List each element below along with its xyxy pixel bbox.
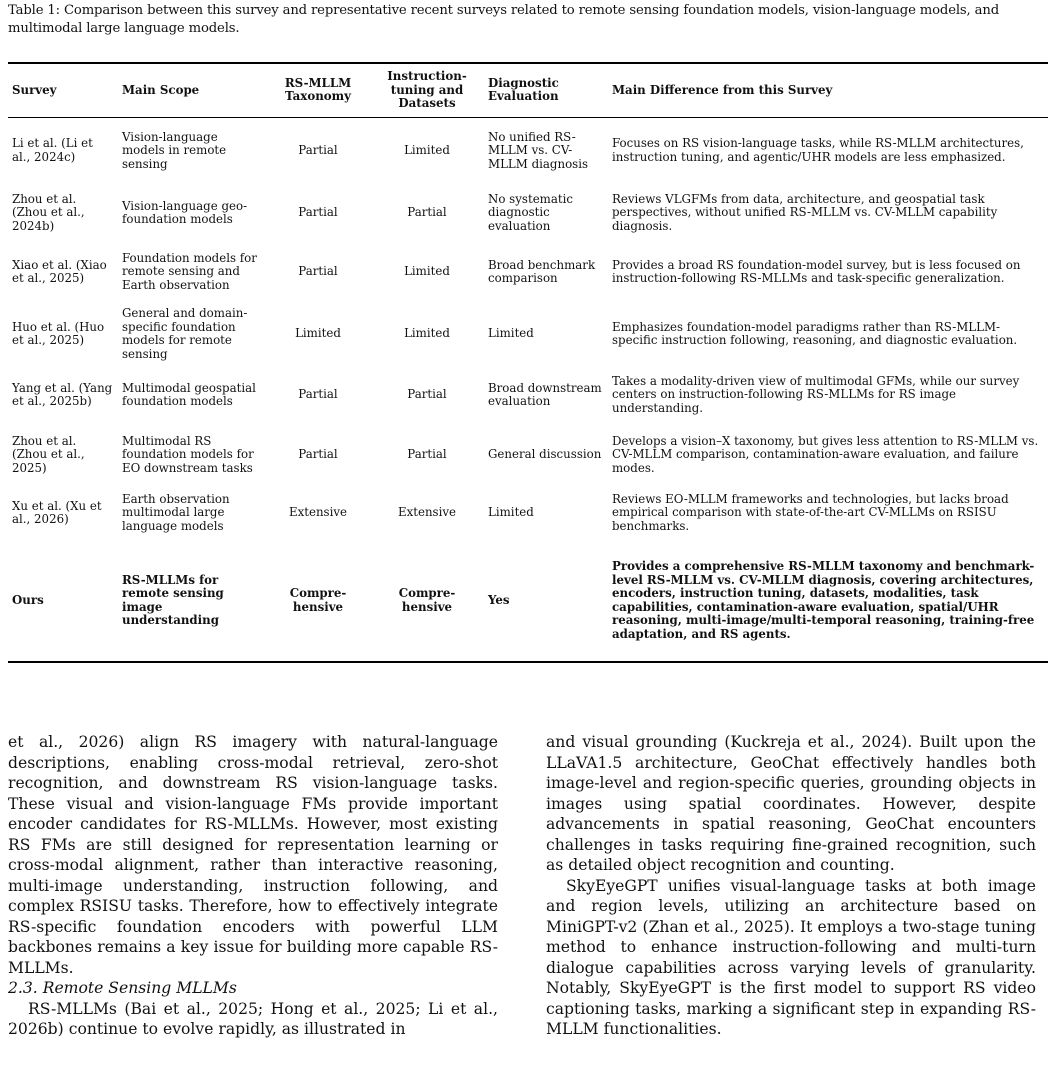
cell-diagnostic: General discussion <box>488 447 602 462</box>
cell-scope: RS-MLLMs for remote sensing image understanding <box>118 540 266 662</box>
cell-difference: Develops a vision–X taxonomy, but gives less attention to RS-MLLM vs. CV-MLLM comparison, contamination-aware evaluation, and failure modes. <box>612 433 1039 476</box>
cell-survey: Li et al. (Li et al., 2024c) <box>12 136 93 165</box>
cell-scope: General and domain-specific foundation models for remote sensing <box>122 306 248 361</box>
cell-instruction: Limited <box>404 264 450 279</box>
cell-instruction: Limited <box>404 143 450 158</box>
cell-scope: Multimodal geospatial foundation models <box>122 380 256 409</box>
cell-taxonomy: Partial <box>298 143 338 158</box>
header-diagnostic: Diagnostic Evaluation <box>484 63 608 117</box>
cell-instruction: Compre- hensive <box>370 540 484 662</box>
cell-difference: Reviews VLGFMs from data, architecture, and geospatial task perspectives, without unified RS-MLLM vs. CV-MLLM capability diagnosis. <box>612 191 998 234</box>
header-taxonomy: RS-MLLM Taxonomy <box>266 63 370 117</box>
header-difference: Main Difference from this Survey <box>608 63 1048 117</box>
cell-instruction: Partial <box>407 205 447 220</box>
cell-instruction: Limited <box>404 326 450 341</box>
table-row <box>8 117 1048 184</box>
cell-scope: Foundation models for remote sensing and Earth observation <box>122 250 257 293</box>
cell-diagnostic: Broad benchmark comparison <box>488 257 596 286</box>
body-paragraph: RS-MLLMs (Bai et al., 2025; Hong et al., 2025; Li et al., 2026b) continue to evolve rapidly, as illustrated in <box>8 999 498 1038</box>
table-row <box>8 184 1048 242</box>
cell-diagnostic: No unified RS-MLLM vs. CV-MLLM diagnosis <box>488 129 589 171</box>
table-row <box>8 486 1048 540</box>
body-paragraph: SkyEyeGPT unifies visual-language tasks at both image and region levels, utilizing an architecture based on MiniGPT-v2 (Zhan et al., 2025). It employs a two-stage tuning method to enhance instruction-following and multi-turn dialogue capabilities across varying levels of granularity. Notably, SkyEyeGPT is the first model to support RS video captioning tasks, marking a significant step in expanding RS-MLLM functionalities. <box>546 876 1036 1038</box>
header-instruction: Instruction-tuning and Datasets <box>370 63 484 117</box>
table-row <box>8 424 1048 486</box>
cell-taxonomy: Partial <box>298 205 338 220</box>
cell-difference: Takes a modality-driven view of multimodal GFMs, while our survey centers on instruction-following RS-MLLMs for RS image understanding. <box>612 373 1020 416</box>
cell-difference: Reviews EO-MLLM frameworks and technologies, but lacks broad empirical comparison with state-of-the-art CV-MLLMs on RSISU benchmarks. <box>612 491 1009 534</box>
cell-survey: Yang et al. (Yang et al., 2025b) <box>12 380 113 409</box>
cell-taxonomy: Compre- hensive <box>266 540 370 662</box>
table-row <box>8 242 1048 302</box>
table-row <box>8 366 1048 424</box>
body-paragraph: et al., 2026) align RS imagery with natural-language descriptions, enabling cross-modal retrieval, zero-shot recognition, and downstream RS vision-language tasks. These visual and vision-language FMs provide important encoder candidates for RS-MLLMs. However, most existing RS FMs are still designed for representation learning or cross-modal alignment, rather than interactive reasoning, multi-image understanding, instruction following, and complex RSISU tasks. Therefore, how to effectively integrate RS-specific foundation encoders with powerful LLM backbones remains a key issue for building more capable RS-MLLMs. <box>8 733 498 977</box>
cell-difference: Provides a broad RS foundation-model survey, but is less focused on instruction-following RS-MLLMs and task-specific generalization. <box>612 257 1021 286</box>
comparison-table <box>8 62 1048 663</box>
cell-diagnostic: Broad downstream evaluation <box>488 380 602 409</box>
header-main-scope: Main Scope <box>118 63 266 117</box>
left-column <box>8 732 498 1040</box>
cell-taxonomy: Partial <box>298 264 338 279</box>
cell-instruction: Partial <box>407 387 447 402</box>
cell-taxonomy: Extensive <box>288 505 348 520</box>
table-row <box>8 302 1048 366</box>
table-header-row <box>8 63 1048 117</box>
cell-diagnostic: No systematic diagnostic evaluation <box>488 191 574 234</box>
cell-diagnostic: Yes <box>484 540 608 662</box>
cell-survey: Xiao et al. (Xiao et al., 2025) <box>12 257 107 286</box>
cell-taxonomy: Partial <box>298 387 338 402</box>
cell-diagnostic: Limited <box>488 505 534 520</box>
cell-scope: Vision-language models in remote sensing <box>122 129 227 171</box>
cell-survey: Zhou et al. (Zhou et al., 2025) <box>12 433 85 476</box>
cell-taxonomy: Limited <box>295 326 341 341</box>
cell-difference: Focuses on RS vision-language tasks, while RS-MLLM architectures, instruction tuning, and agentic/UHR models are less emphasized. <box>612 136 1024 165</box>
table-caption: Table 1: Comparison between this survey and representative recent surveys related to remote sensing foundation models, vision-language models, and multimodal large language models. <box>8 3 999 36</box>
cell-scope: Vision-language geo-foundation models <box>122 198 248 227</box>
comparison-table-container <box>8 62 1048 663</box>
cell-difference: Emphasizes foundation-model paradigms rather than RS-MLLM-specific instruction following, reasoning, and diagnostic evaluation. <box>612 319 1018 348</box>
cell-scope: Earth observation multimodal large language models <box>122 491 230 534</box>
right-column <box>546 732 1036 1040</box>
cell-instruction: Extensive <box>397 505 457 520</box>
body-paragraph: and visual grounding (Kuckreja et al., 2024). Built upon the LLaVA1.5 architecture, GeoChat effectively handles both image-level and region-specific queries, grounding objects in images using spatial coordinates. However, despite advancements in spatial reasoning, GeoChat encounters challenges in tasks requiring fine-grained recognition, such as detailed object recognition and counting. <box>546 733 1036 874</box>
cell-survey: Huo et al. (Huo et al., 2025) <box>12 319 105 348</box>
cell-survey: Ours <box>8 540 118 662</box>
header-survey: Survey <box>8 63 118 117</box>
cell-difference: Provides a comprehensive RS-MLLM taxonomy and benchmark-level RS-MLLM vs. CV-MLLM diagnosis, covering architectures, encoders, instruction tuning, datasets, modalities, task capabilities, contamination-aware evaluation, spatial/UHR reasoning, multi-image/multi-temporal reasoning, training-free adaptation, and RS agents. <box>608 540 1048 662</box>
cell-diagnostic: Limited <box>488 326 534 341</box>
cell-scope: Multimodal RS foundation models for EO downstream tasks <box>122 433 254 476</box>
cell-instruction: Partial <box>407 447 447 462</box>
cell-survey: Zhou et al. (Zhou et al., 2024b) <box>12 191 85 234</box>
section-heading: 2.3. Remote Sensing MLLMs <box>8 979 237 997</box>
table-row-ours <box>8 540 1048 662</box>
cell-taxonomy: Partial <box>298 447 338 462</box>
cell-survey: Xu et al. (Xu et al., 2026) <box>12 498 102 527</box>
